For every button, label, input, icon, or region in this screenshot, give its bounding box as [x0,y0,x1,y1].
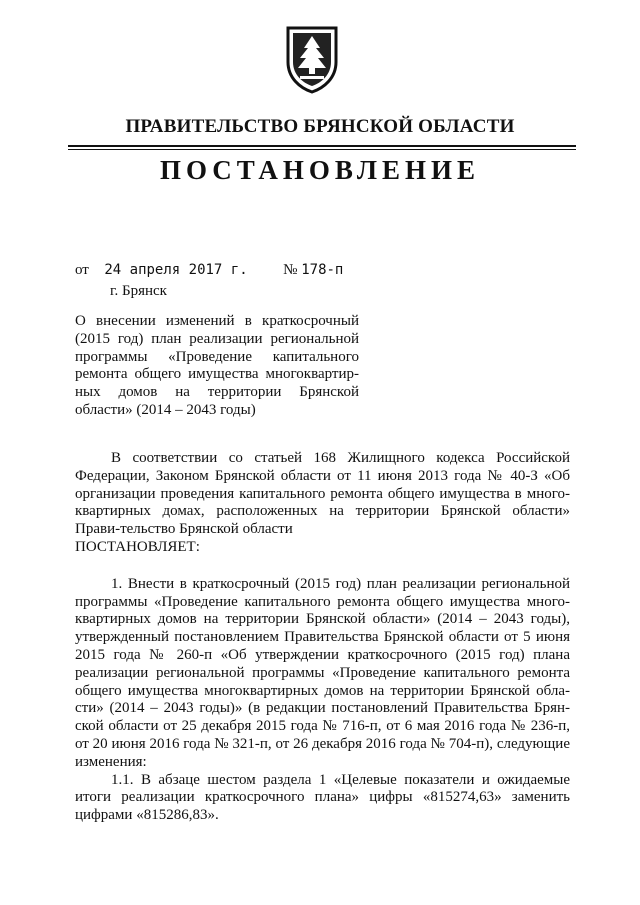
number-sign: № [283,262,298,278]
date-number-line [75,262,343,279]
date-prefix: от [75,262,89,278]
item-1-1-paragraph: 1.1. В абзаце шестом раздела 1 «Целевые показатели и ожидаемые итоги реализации краткосрочного плана» цифры «815274,63» заменить цифрами «815286,83». [75,771,570,824]
document-subject: О внесении изменений в краткосрочный (2015 год) план реализации региональной программы «Проведение капитального ремонта общего имущества многоквартир-ных домов на территории Брянской области» (2014 – 2043 годы) [75,313,359,418]
city: г. Брянск [110,283,167,299]
document-date: 24 апреля 2017 г. [104,262,248,278]
header-divider-thick [68,145,576,147]
document-type-title: ПОСТАНОВЛЕНИЕ [159,155,481,185]
coat-of-arms-icon [282,24,342,94]
header-divider-thin [68,149,576,150]
document-body [75,450,570,825]
item-1-paragraph: 1. Внести в краткосрочный (2015 год) план реализации региональной программы «Проведение капитального ремонта общего имущества много-квартирных домов на территории Брянской области» (2014 – 2043 годы), утвержденный постановлением Правительства Брянской области от 5 июня 2015 года № 260-п «Об утверждении краткосрочного (2015 год) плана реализации региональной программы «Проведение капитального ремонта общего имущества многоквартирных домов на территории Брянской обла-сти» (2014 – 2043 годы)» (в редакции постановлений Правительства Брян-ской области от 25 декабря 2015 года № 716-п, от 6 мая 2016 года № 236-п, от 20 июня 2016 года № 321-п, от 26 декабря 2016 года № 704-п), следующие изменения: [75,575,570,770]
preamble-paragraph: В соответствии со статьей 168 Жилищного кодекса Российской Федерации, Законом Брянской области от 11 июня 2013 года № 40-З «Об организации проведения капитального ремонта общего имущества в много-квартирных домах, расположенных на территории Брянской области» Прави-тельство Брянской области [75,450,570,538]
organization-name: ПРАВИТЕЛЬСТВО БРЯНСКОЙ ОБЛАСТИ [125,116,515,137]
document-number: 178-п [301,262,344,278]
decree-word: ПОСТАНОВЛЯЕТ: [75,538,200,555]
